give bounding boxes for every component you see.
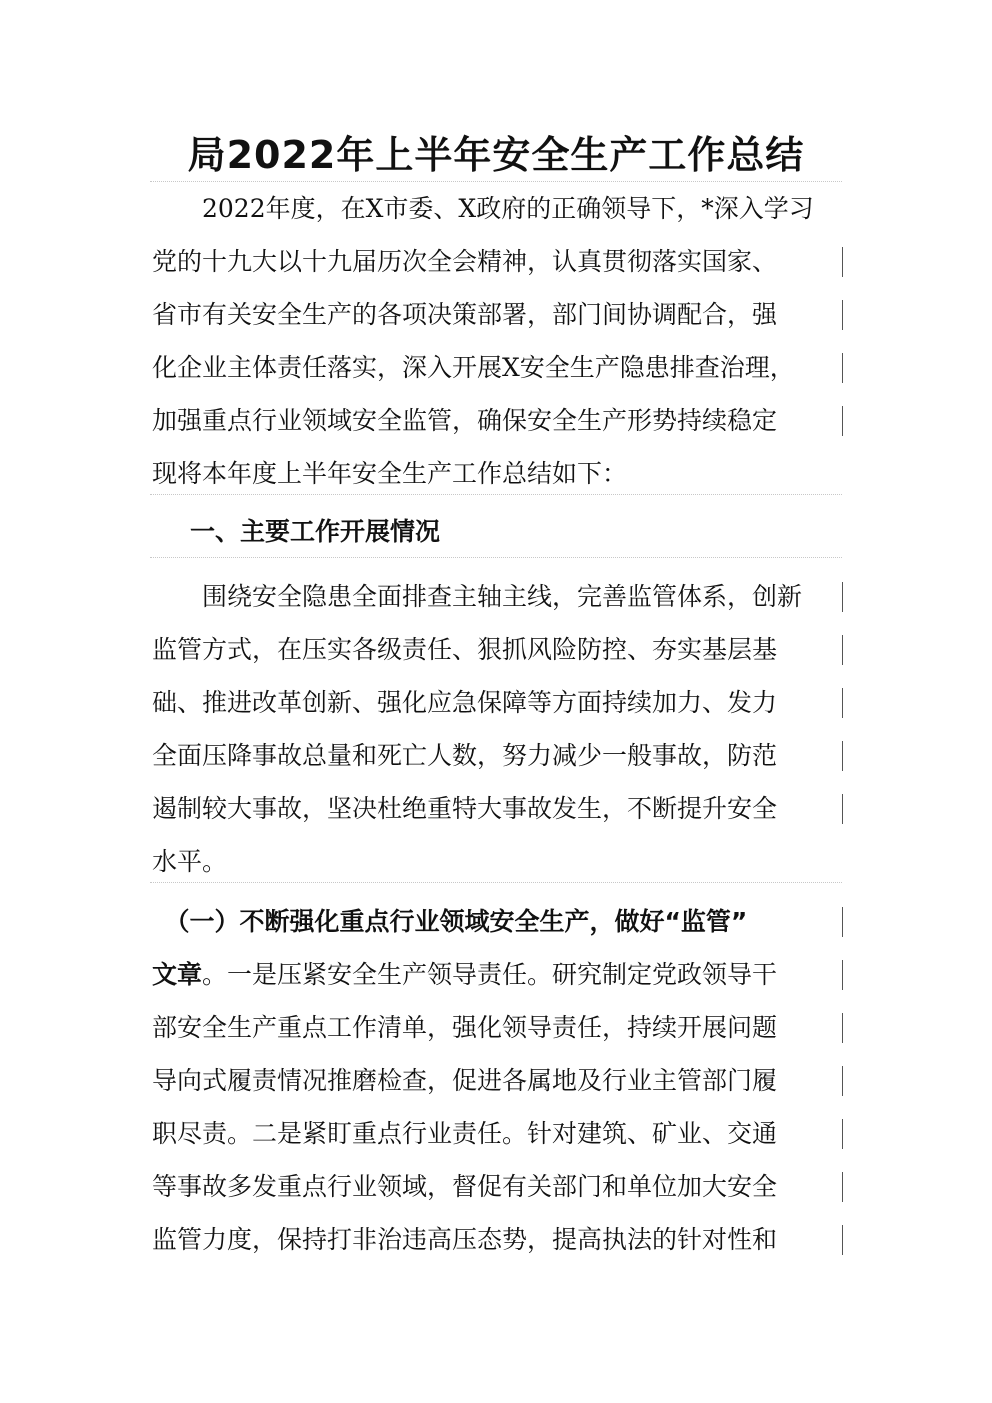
margin-mark [842, 582, 843, 612]
margin-mark [842, 1066, 843, 1096]
margin-mark [842, 688, 843, 718]
section-line: 全面压降事故总量和死亡人数，努力减少一般事故，防范 [152, 741, 778, 770]
margin-mark [842, 960, 843, 990]
margin-mark [842, 1225, 843, 1255]
sub-line: 等事故多发重点行业领域，督促有关部门和单位加大安全 [152, 1172, 778, 1201]
intro-line: 加强重点行业领域安全监管，确保安全生产形势持续稳定 [152, 406, 778, 435]
sub-line [152, 955, 842, 995]
margin-mark [842, 1013, 843, 1043]
divider [150, 557, 842, 558]
sub-line: 监管力度，保持打非治违高压态势，提高执法的针对性和 [152, 1225, 778, 1254]
divider [150, 494, 842, 495]
intro-line: 2022年度，在X市委、X政府的正确领导下，*深入学习 [152, 194, 814, 223]
section-heading: 一、主要工作开展情况 [190, 517, 441, 546]
margin-mark [842, 300, 843, 330]
intro-line: 省市有关安全生产的各项决策部署，部门间协调配合，强 [152, 300, 778, 329]
sub-heading-end: 文章 [152, 960, 203, 989]
margin-mark [842, 353, 843, 383]
margin-mark [842, 247, 843, 277]
margin-mark [842, 406, 843, 436]
margin-mark [842, 1172, 843, 1202]
margin-mark [842, 635, 843, 665]
divider [150, 882, 842, 883]
divider [150, 181, 842, 182]
section-line: 围绕安全隐患全面排查主轴主线，完善监管体系，创新 [152, 582, 803, 611]
margin-mark [842, 1119, 843, 1149]
margin-mark [842, 741, 843, 771]
section-line: 监管方式，在压实各级责任、狠抓风险防控、夯实基层基 [152, 635, 778, 664]
margin-mark [842, 794, 843, 824]
section-line: 遏制较大事故，坚决杜绝重特大事故发生，不断提升安全 [152, 794, 778, 823]
section-line: 础、推进改革创新、强化应急保障等方面持续加力、发力 [152, 688, 778, 717]
document-title: 局2022年上半年安全生产工作总结 [187, 133, 805, 177]
sub-line: 导向式履责情况推磨检查，促进各属地及行业主管部门履 [152, 1066, 778, 1095]
sub-line-text: 。一是压紧安全生产领导责任。研究制定党政领导干 [202, 960, 778, 989]
margin-mark [842, 907, 843, 937]
intro-line: 化企业主体责任落实，深入开展X安全生产隐患排查治理， [152, 353, 795, 382]
sub-line: 职尽责。二是紧盯重点行业责任。针对建筑、矿业、交通 [152, 1119, 778, 1148]
sub-heading: （一）不断强化重点行业领域安全生产，做好“监管” [152, 907, 748, 936]
intro-line: 现将本年度上半年安全生产工作总结如下： [152, 459, 628, 488]
intro-line: 党的十九大以十九届历次全会精神，认真贯彻落实国家、 [152, 247, 778, 276]
sub-line: 部安全生产重点工作清单，强化领导责任，持续开展问题 [152, 1013, 778, 1042]
section-line: 水平。 [152, 847, 228, 876]
